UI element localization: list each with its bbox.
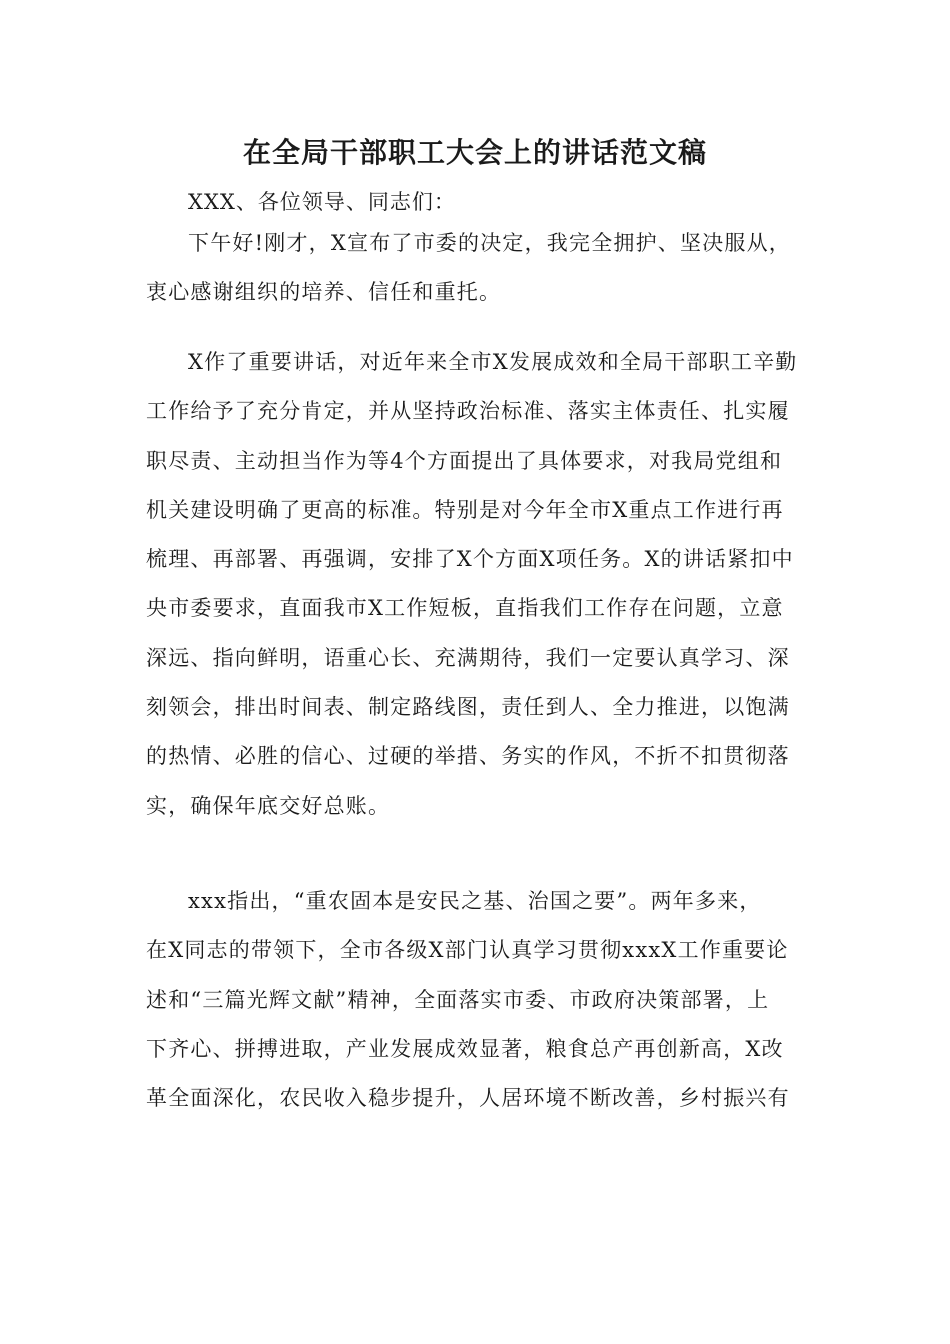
paragraph-line: 央市委要求，直面我市X工作短板，直指我们工作存在问题，立意 xyxy=(146,596,784,621)
document-title: 在全局干部职工大会上的讲话范文稿 xyxy=(242,136,707,169)
paragraph-1 xyxy=(146,219,806,318)
paragraph-line: 述和“三篇光辉文献”精神，全面落实市委、市政府决策部署，上 xyxy=(146,987,770,1012)
paragraph-line: X作了重要讲话，对近年来全市X发展成效和全局干部职工辛勤 xyxy=(188,350,798,374)
paragraph-line: 在X同志的带领下，全市各级X部门认真学习贯彻xxxX工作重要论 xyxy=(146,938,789,963)
paragraph-line: 刻领会，排出时间表、制定路线图，责任到人、全力推进，以饱满 xyxy=(146,695,790,720)
paragraph-line: 梳理、再部署、再强调，安排了X个方面X项任务。X的讲话紧扣中 xyxy=(146,547,794,572)
paragraph-line: 职尽责、主动担当作为等4个方面提出了具体要求，对我局党组和 xyxy=(146,448,783,473)
paragraph-line: 深远、指向鲜明，语重心长、充满期待，我们一定要认真学习、深 xyxy=(146,645,790,670)
paragraph-line: 实，确保年底交好总账。 xyxy=(146,793,391,818)
paragraph-line: 衷心感谢组织的培养、信任和重托。 xyxy=(146,280,502,305)
salutation: XXX、各位领导、同志们： xyxy=(188,190,456,214)
paragraph-line: 工作给予了充分肯定，并从坚持政治标准、落实主体责任、扎实履 xyxy=(146,399,790,424)
paragraph-line: 下午好!刚才，X宣布了市委的决定，我完全拥护、坚决服从， xyxy=(188,231,791,255)
paragraph-line: 的热情、必胜的信心、过硬的举措、务实的作风，不折不扣贯彻落 xyxy=(146,744,790,769)
paragraph-line: xxx指出，“重农固本是安民之基、治国之要”。两年多来， xyxy=(188,889,762,913)
paragraph-3 xyxy=(146,877,806,1123)
paragraph-2 xyxy=(146,338,806,831)
paragraph-line: 下齐心、拼搏进取，产业发展成效显著，粮食总产再创新高，X改 xyxy=(146,1036,784,1061)
paragraph-line: 革全面深化，农民收入稳步提升，人居环境不断改善，乡村振兴有 xyxy=(146,1086,790,1111)
paragraph-line: 机关建设明确了更高的标准。特别是对今年全市X重点工作进行再 xyxy=(146,497,784,522)
